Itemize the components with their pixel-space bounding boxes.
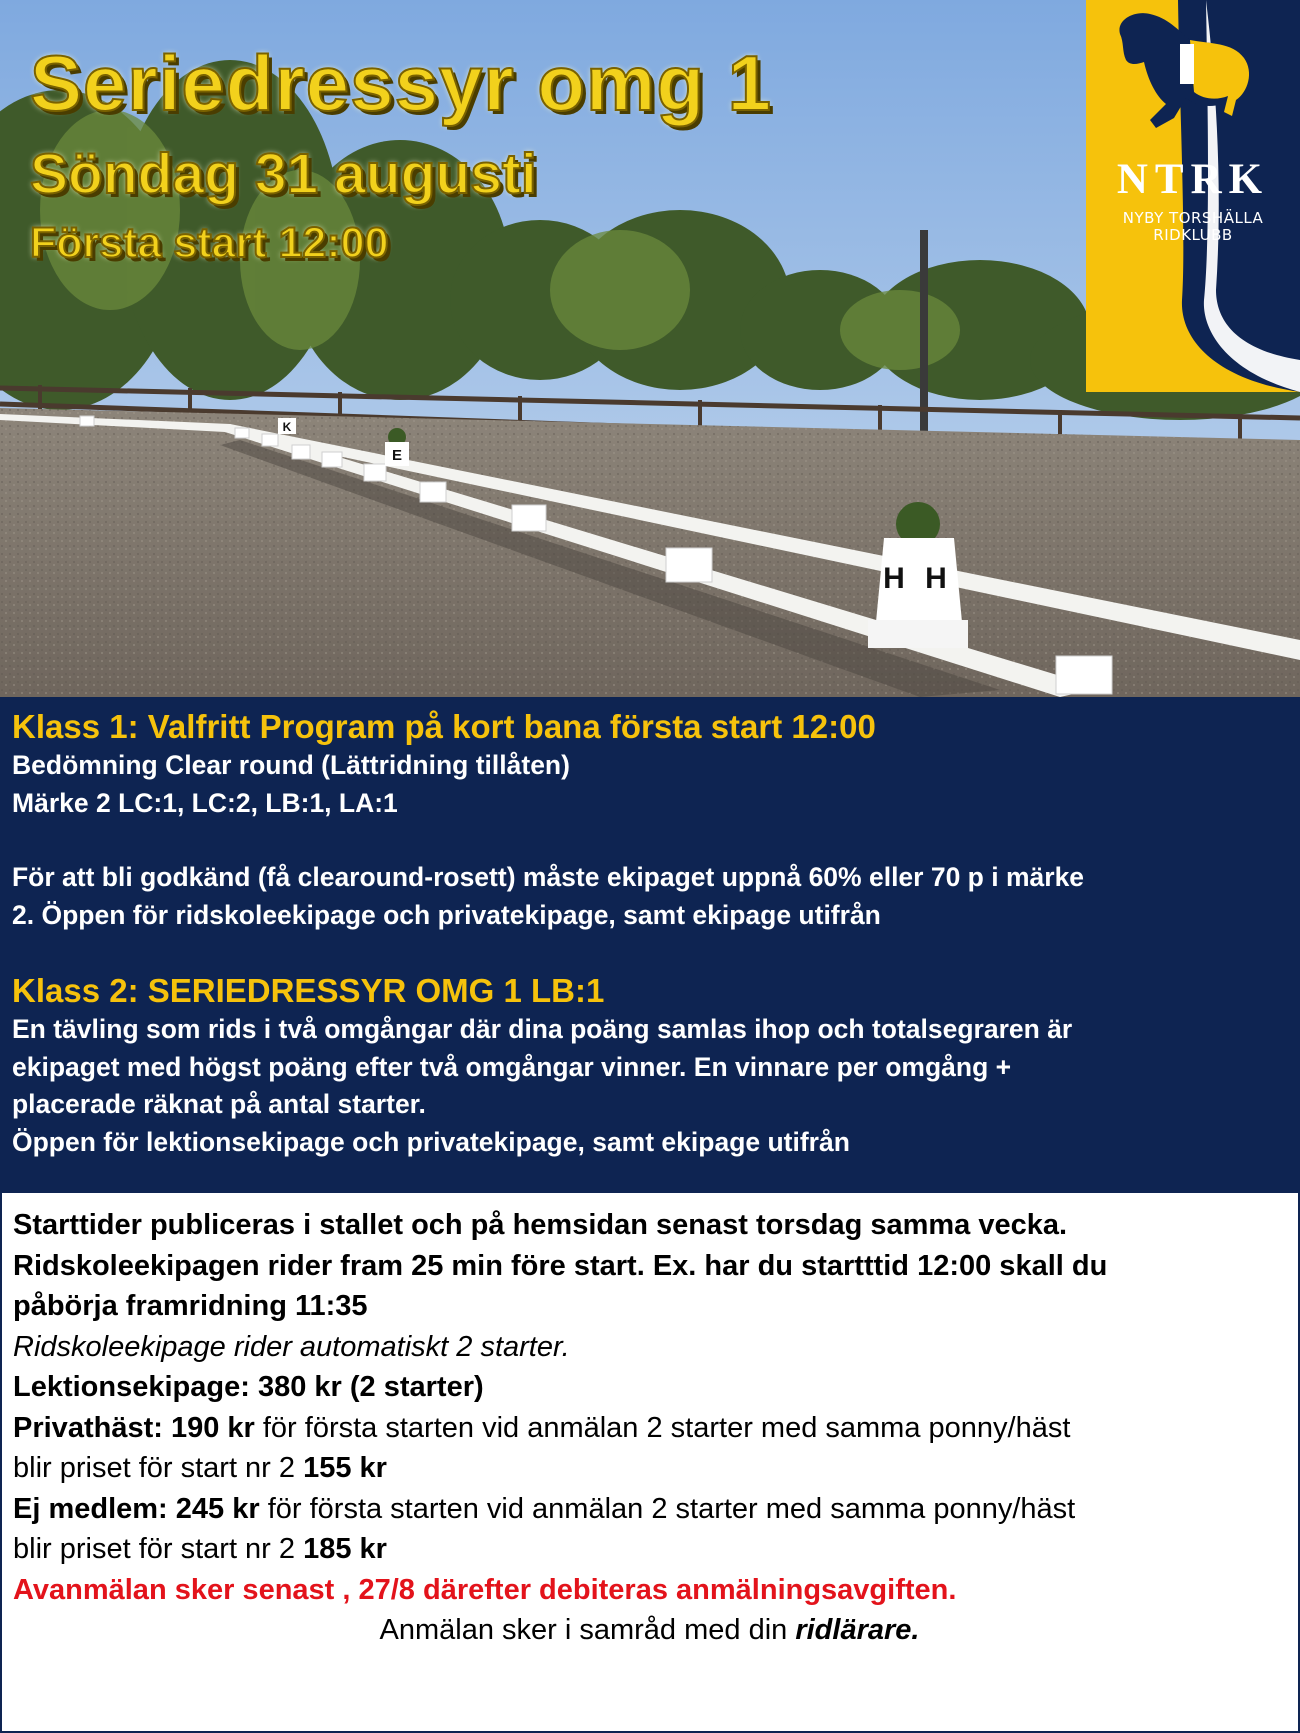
hero-photo bbox=[0, 0, 1300, 697]
marker-k bbox=[278, 418, 296, 434]
nonmember-text: för första starten vid anmälan 2 starter med samma ponny/häst bbox=[259, 1492, 1076, 1525]
nonmember-label: Ej medlem: 245 kr bbox=[13, 1492, 260, 1525]
signup-emphasis: ridlärare. bbox=[795, 1614, 920, 1646]
svg-text:K: K bbox=[282, 420, 292, 434]
class2-desc-4: Öppen för lektionsekipage och privatekipage, samt ekipage utifrån bbox=[12, 1126, 850, 1157]
poster-first-start: Första start 12:00 bbox=[30, 219, 389, 267]
logo-club-name bbox=[1086, 210, 1300, 245]
class2-desc-2: ekipaget med högst poäng efter två omgångar vinner. En vinnare per omgång + bbox=[12, 1051, 1012, 1082]
class1-requirement-1: För att bli godkänd (få clearound-rosett) måste ekipaget uppnå 60% eller 70 p i märke bbox=[12, 862, 1085, 892]
nonmember-text-2: blir priset för start nr 2 bbox=[13, 1533, 304, 1565]
svg-text:H H: H H bbox=[883, 562, 953, 595]
class1-programs: Märke 2 LC:1, LC:2, LB:1, LA:1 bbox=[12, 787, 398, 818]
class2-desc-1: En tävling som rids i två omgångar där dina poäng samlas ihop och totalsegraren är bbox=[12, 1014, 1073, 1044]
info-auto-starts: Ridskoleekipage rider automatiskt 2 starter. bbox=[13, 1330, 570, 1363]
ntrk-logo bbox=[1086, 0, 1300, 392]
spacer bbox=[12, 934, 1288, 971]
class2-desc-3: placerade räknat på antal starter. bbox=[12, 1089, 426, 1119]
signup-prefix: Anmälan sker i samråd med din bbox=[379, 1614, 796, 1646]
logo-abbreviation: NTRK bbox=[1116, 156, 1270, 203]
info-private-price-2 bbox=[13, 1448, 1286, 1489]
info-nonmember-price-2 bbox=[13, 1529, 1286, 1570]
svg-text:E: E bbox=[391, 447, 403, 464]
spacer bbox=[12, 822, 1288, 859]
poster-date: Söndag 31 augusti bbox=[30, 142, 537, 206]
private-text: för första starten vid anmälan 2 starter med samma ponny/häst bbox=[254, 1411, 1071, 1444]
signup-note bbox=[13, 1610, 1286, 1651]
class1-judging: Bedömning Clear round (Lättridning tillåten) bbox=[12, 750, 570, 780]
class1-title: Klass 1: Valfritt Program på kort bana första start 12:00 bbox=[12, 708, 876, 745]
class1-requirement-2: 2. Öppen för ridskoleekipage och privatekipage, samt ekipage utifrån bbox=[12, 899, 881, 930]
logo-name-line2: RIDKLUBB bbox=[1153, 226, 1233, 245]
private-price-2: 155 kr bbox=[303, 1452, 387, 1484]
info-warmup-time: påbörja framridning 11:35 bbox=[13, 1290, 368, 1322]
info-private-price bbox=[13, 1408, 1286, 1449]
info-lesson-price: Lektionsekipage: 380 kr (2 starter) bbox=[13, 1371, 484, 1403]
logo-name-line1: NYBY TORSHÄLLA bbox=[1122, 209, 1264, 227]
class2-title: Klass 2: SERIEDRESSYR OMG 1 LB:1 bbox=[12, 972, 605, 1009]
nonmember-price-2: 185 kr bbox=[303, 1533, 387, 1565]
info-warmup: Ridskoleekipagen rider fram 25 min före start. Ex. har du startttid 12:00 skall du bbox=[13, 1249, 1108, 1282]
poster-title: Seriedressyr omg 1 bbox=[30, 39, 773, 127]
class-info-section bbox=[0, 697, 1300, 1191]
practical-info-section bbox=[0, 1191, 1300, 1733]
private-text-2: blir priset för start nr 2 bbox=[13, 1452, 304, 1484]
private-label: Privathäst: 190 kr bbox=[13, 1411, 255, 1444]
cancellation-deadline: Avanmälan sker senast , 27/8 därefter debiteras anmälningsavgiften. bbox=[13, 1573, 957, 1606]
info-start-times: Starttider publiceras i stallet och på hemsidan senast torsdag samma vecka. bbox=[13, 1209, 1068, 1241]
info-nonmember-price bbox=[13, 1489, 1286, 1530]
